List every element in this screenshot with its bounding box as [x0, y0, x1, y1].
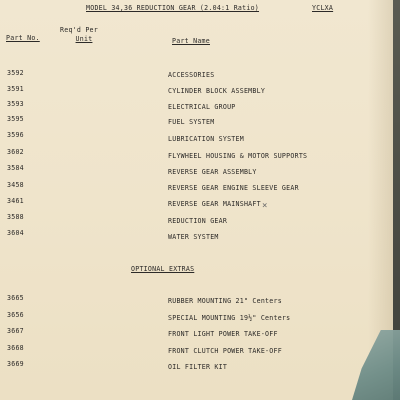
column-header-reqd-per-unit — [60, 27, 98, 42]
optional-part-number: 3667 — [7, 327, 24, 335]
part-number: 3588 — [7, 213, 24, 221]
part-name: REDUCTION GEAR — [168, 217, 228, 225]
part-number: 3458 — [7, 181, 24, 189]
part-name: REVERSE GEAR ENGINE SLEEVE GEAR — [168, 184, 299, 192]
part-number: 3461 — [7, 197, 24, 205]
optional-part-number: 3669 — [7, 360, 24, 368]
part-name: FLYWHEEL HOUSING & MOTOR SUPPORTS — [168, 152, 308, 160]
optional-part-number: 3656 — [7, 311, 24, 319]
part-name: CYLINDER BLOCK ASSEMBLY — [168, 87, 266, 95]
optional-part-name: SPECIAL MOUNTING 19½" Centers — [168, 314, 291, 322]
document-code: YCLXA — [312, 4, 334, 12]
part-name: REVERSE GEAR ASSEMBLY — [168, 168, 257, 176]
part-name: LUBRICATION SYSTEM — [168, 135, 244, 143]
section-heading-optional-extras: OPTIONAL EXTRAS — [131, 265, 195, 273]
column-header-part-name: Part Name — [172, 37, 210, 45]
part-number: 3604 — [7, 229, 24, 237]
part-name: FUEL SYSTEM — [168, 118, 215, 126]
part-name: ACCESSORIES — [168, 71, 215, 79]
part-number: 3591 — [7, 85, 24, 93]
part-number: 3593 — [7, 100, 24, 108]
column-header-reqd-line2: Unit — [75, 34, 93, 43]
handwritten-x-mark: × — [262, 201, 268, 211]
part-number: 3584 — [7, 164, 24, 172]
column-header-part-no: Part No. — [6, 34, 40, 42]
optional-part-number: 3665 — [7, 294, 24, 302]
part-number: 3595 — [7, 115, 24, 123]
optional-part-name: FRONT CLUTCH POWER TAKE-OFF — [168, 347, 282, 355]
part-name: REVERSE GEAR MAINSHAFT — [168, 200, 261, 208]
part-number: 3592 — [7, 69, 24, 77]
part-number: 3596 — [7, 131, 24, 139]
optional-part-name: FRONT LIGHT POWER TAKE-OFF — [168, 330, 278, 338]
optional-part-name: RUBBER MOUNTING 21" Centers — [168, 297, 282, 305]
part-name: ELECTRICAL GROUP — [168, 103, 236, 111]
document-title: MODEL 34,36 REDUCTION GEAR (2.04:1 Ratio) — [86, 4, 260, 12]
part-name: WATER SYSTEM — [168, 233, 219, 241]
optional-part-name: OIL FILTER KIT — [168, 363, 228, 371]
optional-part-number: 3668 — [7, 344, 24, 352]
part-number: 3602 — [7, 148, 24, 156]
column-header-reqd-line1: Req'd Per — [60, 26, 98, 34]
